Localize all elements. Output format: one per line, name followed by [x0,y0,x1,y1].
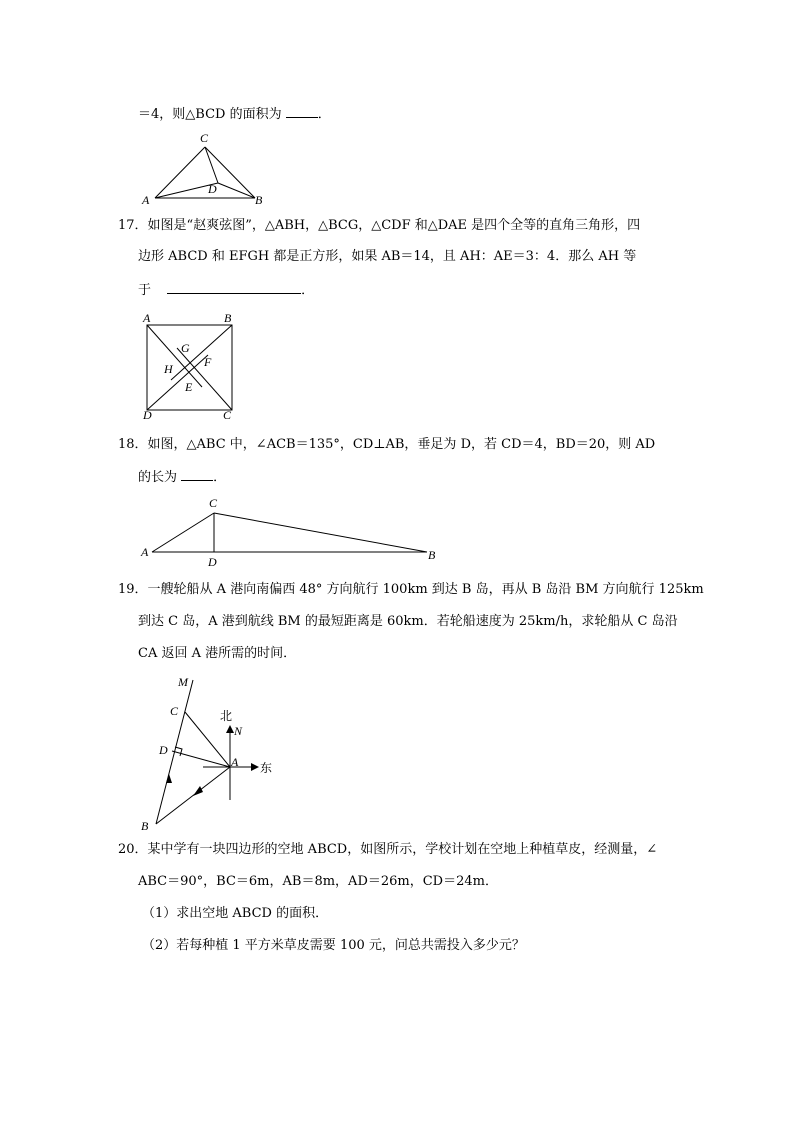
q19-line-3: CA 返回 A 港所需的时间． [138,646,297,661]
fig16-label-b: B [255,193,263,207]
q16-prefix: ＝4，则△BCD 的面积为 [138,107,286,122]
fig16-segment-cd [205,147,218,183]
fig17-label-b: B [224,311,232,325]
fig18-segment-ac [152,513,214,552]
fig19-label-east: 东 [260,761,273,775]
fig16-label-d: D [208,182,217,196]
fig17-square-abcd [147,325,232,410]
figure-18 [138,492,448,572]
figure-16 [138,128,278,208]
fig19-label-b: B [141,819,149,832]
fig19-label-m: M [178,675,188,689]
fig19-east-arrowhead [251,763,259,771]
fig18-label-d: D [208,555,217,569]
fig18-label-b: B [428,548,436,562]
q20-line-1: 20．某中学有一块四边形的空地 ABCD，如图所示，学校计划在空地上种植草皮，经测量，∠ [118,842,658,857]
q18-line-2-suffix: ． [213,470,227,485]
answer-blank-18 [181,467,213,481]
answer-blank-17 [167,280,301,294]
fig17-label-g: G [181,341,190,355]
fig17-label-a: A [143,311,151,325]
q16-suffix: ． [317,107,331,122]
q18-line-2-prefix: 的长为 [138,470,182,485]
q20-sub-2: （2）若每种植 1 平方米草皮需要 100 元，问总共需投入多少元？ [142,938,525,953]
fig18-label-c: C [209,496,218,510]
fig17-segment-a [147,325,202,387]
q18-line-1: 18．如图，△ABC 中，∠ACB＝135°，CD⊥AB，垂足为 D，若 CD＝4，BD＝20，则 AD [118,437,656,452]
fig18-segment-bc [214,513,427,552]
fig17-label-f: F [204,355,212,369]
fig19-direction-arrow-ab [193,786,203,796]
fig17-segment-d [147,355,208,410]
fig19-north-arrowhead [226,725,234,733]
q17-line-3 [138,280,314,300]
q19-line-1: 19．一艘轮船从 A 港向南偏西 48° 方向航行 100km 到达 B 岛，再从 B 岛沿 BM 方向航行 125km [118,582,704,597]
fig16-label-c: C [200,131,209,145]
q19-line-2: 到达 C 岛，A 港到航线 BM 的最短距离是 60km．若轮船速度为 25km/h，求轮船从 C 岛沿 [138,614,678,629]
fig16-segment-ac [155,147,205,198]
q17-line-2: 边形 ABCD 和 EFGH 都是正方形，如果 AB＝14，且 AH：AE＝3：4．那么 AH 等 [138,249,637,264]
q18-line-2 [138,467,226,487]
q17-line-3-suffix: ． [301,283,315,298]
answer-blank-16 [286,104,318,118]
fig18-label-a: A [141,545,149,559]
fig19-label-north: 北 [220,709,233,723]
fig19-label-a: A [231,755,239,769]
q20-line-2: ABC＝90°，BC＝6m，AB＝8m，AD＝26m，CD＝24m． [138,874,498,889]
fig19-segment-ba [156,767,230,824]
fig17-label-d: D [143,408,152,422]
figure-17 [138,308,248,428]
q17-line-1: 17．如图是“赵爽弦图”，△ABH，△BCG，△CDF 和△DAE 是四个全等的直角三角形，四 [118,218,641,233]
fig16-segment-bd [218,183,255,198]
fig17-label-h: H [164,362,173,376]
q16-text [138,104,331,124]
fig17-label-e: E [185,380,193,394]
fig16-label-a: A [142,193,150,207]
fig19-label-d: D [159,743,168,757]
fig19-label-c: C [170,704,179,718]
fig19-direction-arrow-bm [166,774,172,783]
q17-line-3-prefix: 于 [138,283,156,298]
fig19-label-n: N [234,724,243,738]
fig17-label-c: C [223,408,232,422]
q20-sub-1: （1）求出空地 ABCD 的面积． [142,906,329,921]
fig19-right-angle-mark [175,747,182,756]
figure-19 [138,672,288,832]
